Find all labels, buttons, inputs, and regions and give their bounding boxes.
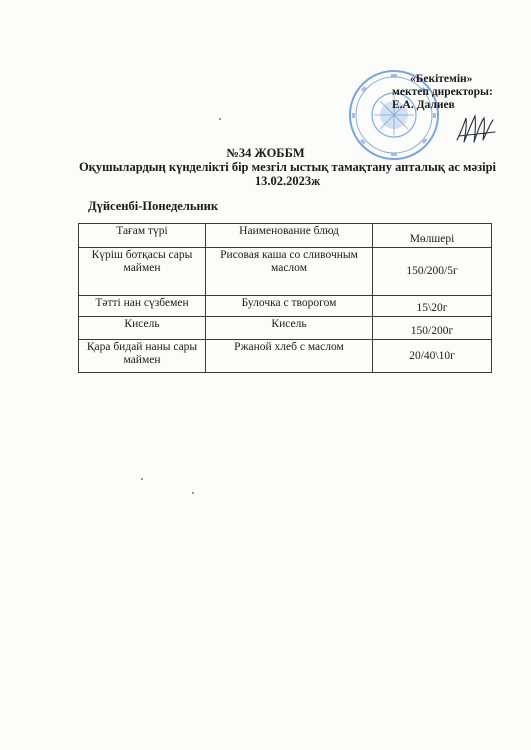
table-row xyxy=(79,296,492,317)
menu-date: 13.02.2023ж xyxy=(254,174,321,188)
signature-icon xyxy=(455,112,497,146)
menu-title-text: Оқушылардың күнделікті бір мезгіл ыстық тамақтану апталық ас мәзірі xyxy=(78,160,497,174)
scan-speck xyxy=(219,118,221,120)
menu-title xyxy=(60,160,515,188)
approval-block xyxy=(392,73,522,112)
cell-dish-kazakh: Кисель xyxy=(79,317,206,340)
cell-dish-russian: Ржаной хлеб с маслом xyxy=(206,340,373,373)
menu-table xyxy=(78,223,492,373)
cell-dish-russian: Рисовая каша со сливочным маслом xyxy=(206,248,373,296)
cell-portion: 150/200/5г xyxy=(373,248,492,296)
scan-speck xyxy=(141,478,143,480)
cell-dish-kazakh: Тәтті нан сүзбемен xyxy=(79,296,206,317)
table-header-row xyxy=(79,224,492,248)
table-row xyxy=(79,317,492,340)
approval-name-line: Е.А. Далиев xyxy=(392,99,455,111)
approval-approve-line: «Бекітемін» xyxy=(410,73,473,85)
weekday-label: Дүйсенбі-Понедельник xyxy=(88,199,219,213)
cell-dish-russian: Кисель xyxy=(206,317,373,340)
cell-portion: 20/40\10г xyxy=(373,340,492,373)
cell-dish-kazakh: Қара бидай наны сары маймен xyxy=(79,340,206,373)
header-portion: Мөлшері xyxy=(373,224,492,248)
cell-portion: 15\20г xyxy=(373,296,492,317)
cell-dish-russian: Булочка с творогом xyxy=(206,296,373,317)
cell-dish-kazakh: Күріш ботқасы сары маймен xyxy=(79,248,206,296)
scan-speck xyxy=(192,492,194,494)
header-dish-type: Тағам түрі xyxy=(79,224,206,248)
school-title: №34 ЖОББМ xyxy=(226,146,305,160)
table-row xyxy=(79,340,492,373)
cell-portion: 150/200г xyxy=(373,317,492,340)
table-row xyxy=(79,248,492,296)
approval-position-line: мектеп директоры: xyxy=(392,86,493,98)
header-dish-name: Наименование блюд xyxy=(206,224,373,248)
